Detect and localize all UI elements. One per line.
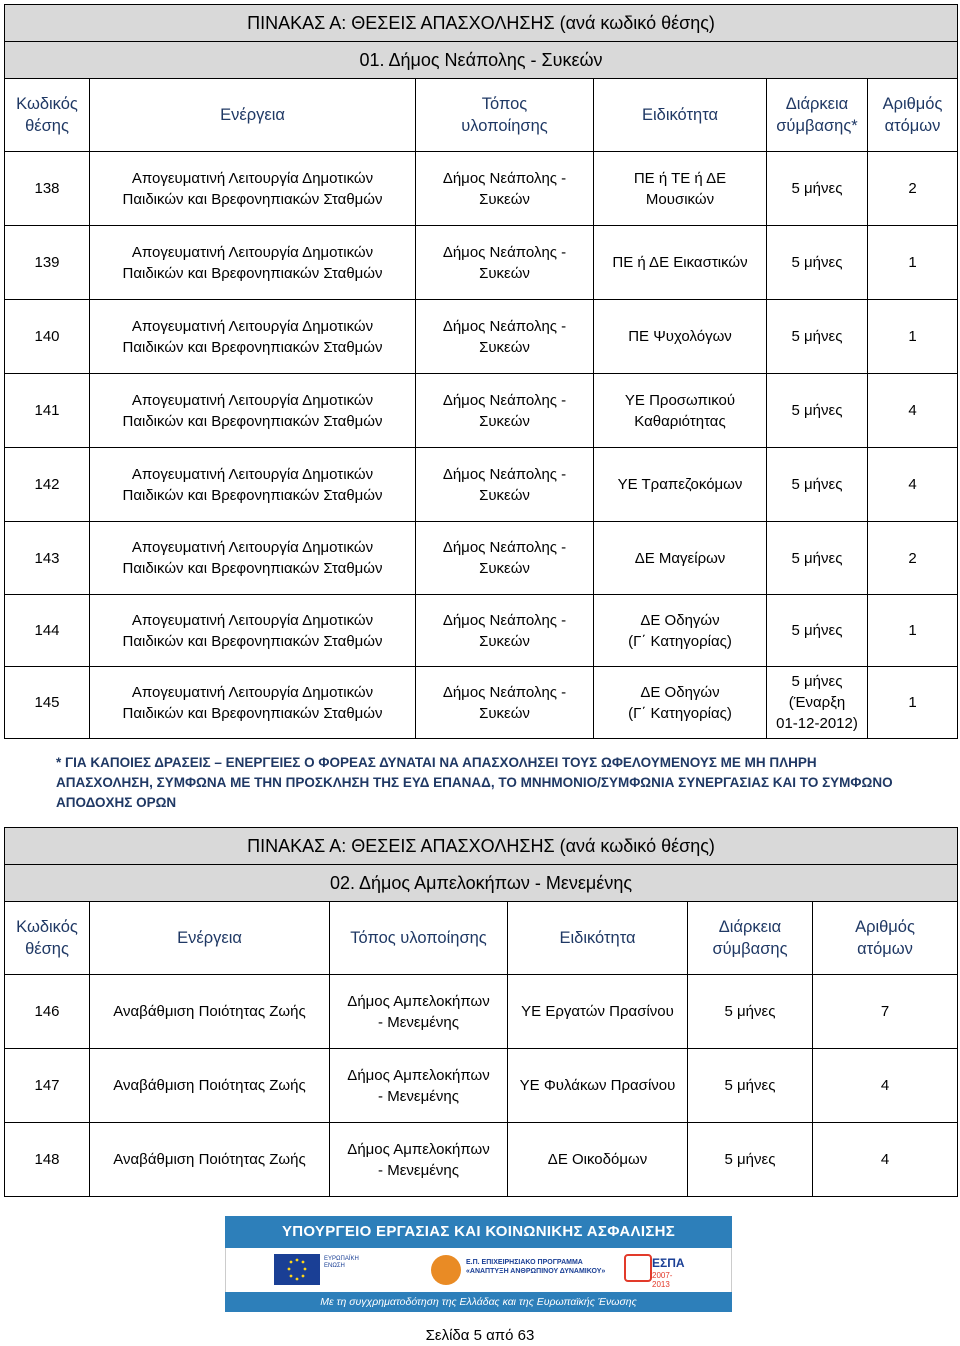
cell-specialty: ΔΕ Οδηγών (Γ΄ Κατηγορίας) <box>594 667 767 739</box>
cell-specialty: ΔΕ Μαγείρων <box>594 522 767 595</box>
table-row <box>5 300 958 374</box>
header-specialty: Ειδικότητα <box>594 79 767 152</box>
cell-duration: 5 μήνες <box>767 522 868 595</box>
cell-location: Δήμος Νεάπολης - Συκεών <box>416 226 594 300</box>
cell-action: Απογευματινή Λειτουργία Δημοτικών Παιδικών και Βρεφονηπιακών Σταθμών <box>90 226 416 300</box>
espa-logo <box>624 1254 685 1289</box>
cell-count: 4 <box>868 448 958 522</box>
cell-count: 1 <box>868 226 958 300</box>
cell-duration: 5 μήνες <box>767 300 868 374</box>
cell-action: Απογευματινή Λειτουργία Δημοτικών Παιδικών και Βρεφονηπιακών Σταθμών <box>90 152 416 226</box>
cell-specialty: ΥΕ Τραπεζοκόμων <box>594 448 767 522</box>
cell-code: 138 <box>5 152 90 226</box>
table-row <box>5 448 958 522</box>
cell-action: Απογευματινή Λειτουργία Δημοτικών Παιδικών και Βρεφονηπιακών Σταθμών <box>90 522 416 595</box>
cell-code: 145 <box>5 667 90 739</box>
cell-code: 139 <box>5 226 90 300</box>
cell-count: 7 <box>813 975 958 1049</box>
cell-code: 140 <box>5 300 90 374</box>
cell-duration: 5 μήνες <box>688 1049 813 1123</box>
cell-code: 141 <box>5 374 90 448</box>
cell-duration: 5 μήνες <box>767 448 868 522</box>
cell-specialty: ΔΕ Οδηγών (Γ΄ Κατηγορίας) <box>594 595 767 667</box>
cell-location: Δήμος Νεάπολης - Συκεών <box>416 374 594 448</box>
cell-duration: 5 μήνες (Έναρξη 01-12-2012) <box>767 667 868 739</box>
cell-code: 146 <box>5 975 90 1049</box>
header-code: Κωδικός θέσης <box>5 902 90 975</box>
cell-location: Δήμος Νεάπολης - Συκεών <box>416 152 594 226</box>
cell-count: 1 <box>868 667 958 739</box>
cell-location: Δήμος Νεάπολης - Συκεών <box>416 522 594 595</box>
header-specialty: Ειδικότητα <box>508 902 688 975</box>
cell-duration: 5 μήνες <box>688 1123 813 1197</box>
espa-label: ΕΣΠΑ <box>652 1256 685 1270</box>
cell-count: 1 <box>868 300 958 374</box>
eu-flag-icon <box>274 1254 320 1285</box>
cell-action: Απογευματινή Λειτουργία Δημοτικών Παιδικών και Βρεφονηπιακών Σταθμών <box>90 300 416 374</box>
cell-specialty: ΥΕ Προσωπικού Καθαριότητας <box>594 374 767 448</box>
cell-code: 144 <box>5 595 90 667</box>
table-row <box>5 975 958 1049</box>
cell-location: Δήμος Νεάπολης - Συκεών <box>416 667 594 739</box>
logo-strip <box>225 1248 732 1292</box>
cell-specialty: ΔΕ Οικοδόμων <box>508 1123 688 1197</box>
cell-action: Αναβάθμιση Ποιότητας Ζωής <box>90 1123 330 1197</box>
cofunding-banner <box>225 1216 732 1316</box>
cofinance-caption: Με τη συγχρηματοδότηση της Ελλάδας και της Ευρωπαϊκής Ένωσης <box>225 1292 732 1312</box>
header-duration: Διάρκεια σύμβασης* <box>767 79 868 152</box>
cell-action: Απογευματινή Λειτουργία Δημοτικών Παιδικών και Βρεφονηπιακών Σταθμών <box>90 448 416 522</box>
header-duration: Διάρκεια σύμβασης <box>688 902 813 975</box>
cell-duration: 5 μήνες <box>767 152 868 226</box>
page-number: Σελίδα 5 από 63 <box>425 1327 535 1344</box>
cell-code: 148 <box>5 1123 90 1197</box>
cell-specialty: ΠΕ ή ΤΕ ή ΔΕ Μουσικών <box>594 152 767 226</box>
cell-count: 4 <box>868 374 958 448</box>
cell-location: Δήμος Αμπελοκήπων - Μενεμένης <box>330 975 508 1049</box>
cell-count: 4 <box>813 1123 958 1197</box>
table-subtitle: 01. Δήμος Νεάπολης - Συκεών <box>5 42 958 79</box>
header-action: Ενέργεια <box>90 902 330 975</box>
cell-location: Δήμος Αμπελοκήπων - Μενεμένης <box>330 1049 508 1123</box>
cell-specialty: ΠΕ Ψυχολόγων <box>594 300 767 374</box>
cell-count: 4 <box>813 1049 958 1123</box>
cell-count: 1 <box>868 595 958 667</box>
header-action: Ενέργεια <box>90 79 416 152</box>
cell-code: 147 <box>5 1049 90 1123</box>
header-location: Τόπος υλοποίησης <box>416 79 594 152</box>
table-2-body <box>5 975 958 1197</box>
table-row <box>5 374 958 448</box>
header-count: Αριθμός ατόμων <box>813 902 958 975</box>
cell-action: Απογευματινή Λειτουργία Δημοτικών Παιδικών και Βρεφονηπιακών Σταθμών <box>90 667 416 739</box>
cell-specialty: ΥΕ Φυλάκων Πρασίνου <box>508 1049 688 1123</box>
ministry-title: ΥΠΟΥΡΓΕΙΟ ΕΡΓΑΣΙΑΣ ΚΑΙ ΚΟΙΝΩΝΙΚΗΣ ΑΣΦΑΛΙΣΗΣ <box>225 1216 732 1248</box>
cell-action: Αναβάθμιση Ποιότητας Ζωής <box>90 1049 330 1123</box>
table-row <box>5 1049 958 1123</box>
header-count: Αριθμός ατόμων <box>868 79 958 152</box>
cell-specialty: ΥΕ Εργατών Πρασίνου <box>508 975 688 1049</box>
table-1-body <box>5 152 958 739</box>
table-row <box>5 522 958 595</box>
espa-years: 2007-2013 <box>652 1271 673 1289</box>
positions-table-2 <box>4 827 958 1197</box>
program-caption: Ε.Π. ΕΠΙΧΕΙΡΗΣΙΑΚΟ ΠΡΟΓΡΑΜΜΑ «ΑΝΑΠΤΥΞΗ ΑΝΘΡΩΠΙΝΟΥ ΔΥΝΑΜΙΚΟΥ» <box>466 1259 606 1275</box>
table-row <box>5 226 958 300</box>
table-row <box>5 667 958 739</box>
header-code: Κωδικός θέσης <box>5 79 90 152</box>
table-row <box>5 595 958 667</box>
cell-specialty: ΠΕ ή ΔΕ Εικαστικών <box>594 226 767 300</box>
cell-count: 2 <box>868 152 958 226</box>
cell-location: Δήμος Νεάπολης - Συκεών <box>416 595 594 667</box>
cell-action: Απογευματινή Λειτουργία Δημοτικών Παιδικών και Βρεφονηπιακών Σταθμών <box>90 374 416 448</box>
cell-duration: 5 μήνες <box>688 975 813 1049</box>
cell-location: Δήμος Νεάπολης - Συκεών <box>416 300 594 374</box>
table-title: ΠΙΝΑΚΑΣ Α: ΘΕΣΕΙΣ ΑΠΑΣΧΟΛΗΣΗΣ (ανά κωδικό θέσης) <box>5 5 958 42</box>
document-page <box>4 4 957 1197</box>
espa-mark-icon <box>624 1254 652 1282</box>
cell-code: 143 <box>5 522 90 595</box>
eu-caption: ΕΥΡΩΠΑΪΚΗ ΕΝΩΣΗ <box>324 1256 359 1269</box>
table-header-row <box>5 79 958 152</box>
header-location: Τόπος υλοποίησης <box>330 902 508 975</box>
cell-duration: 5 μήνες <box>767 595 868 667</box>
cell-action: Απογευματινή Λειτουργία Δημοτικών Παιδικών και Βρεφονηπιακών Σταθμών <box>90 595 416 667</box>
table-subtitle: 02. Δήμος Αμπελοκήπων - Μενεμένης <box>5 865 958 902</box>
cell-duration: 5 μήνες <box>767 374 868 448</box>
positions-table-1 <box>4 4 958 739</box>
program-logo-icon <box>431 1255 461 1285</box>
table-title: ΠΙΝΑΚΑΣ Α: ΘΕΣΕΙΣ ΑΠΑΣΧΟΛΗΣΗΣ (ανά κωδικό θέσης) <box>5 828 958 865</box>
cell-count: 2 <box>868 522 958 595</box>
cell-location: Δήμος Αμπελοκήπων - Μενεμένης <box>330 1123 508 1197</box>
footnote: * ΓΙΑ ΚΑΠΟΙΕΣ ΔΡΑΣΕΙΣ – ΕΝΕΡΓΕΙΕΣ Ο ΦΟΡΕΑΣ ΔΥΝΑΤΑΙ ΝΑ ΑΠΑΣΧΟΛΗΣΕΙ ΤΟΥΣ ΩΦΕΛΟΥΜΕΝΟΥΣ ΜΕ ΜΗ ΠΛΗΡΗ ΑΠΑΣΧΟΛΗΣΗ, ΣΥΜΦΩΝΑ ΜΕ ΤΗΝ ΠΡΟΣΚΛΗΣΗ ΤΗΣ ΕΥΔ ΕΠΑΝΑΔ, ΤΟ ΜΝΗΜΟΝΙΟ/ΣΥΜΦΩΝΙΑ ΣΥΝΕΡΓΑΣΙΑΣ ΚΑΙ ΤΟ ΣΥΜΦΩΝΟ ΑΠΟΔΟΧΗΣ ΟΡΩΝ <box>56 755 893 810</box>
table-row <box>5 152 958 226</box>
cell-location: Δήμος Νεάπολης - Συκεών <box>416 448 594 522</box>
cell-code: 142 <box>5 448 90 522</box>
table-header-row <box>5 902 958 975</box>
cell-action: Αναβάθμιση Ποιότητας Ζωής <box>90 975 330 1049</box>
cell-duration: 5 μήνες <box>767 226 868 300</box>
table-row <box>5 1123 958 1197</box>
